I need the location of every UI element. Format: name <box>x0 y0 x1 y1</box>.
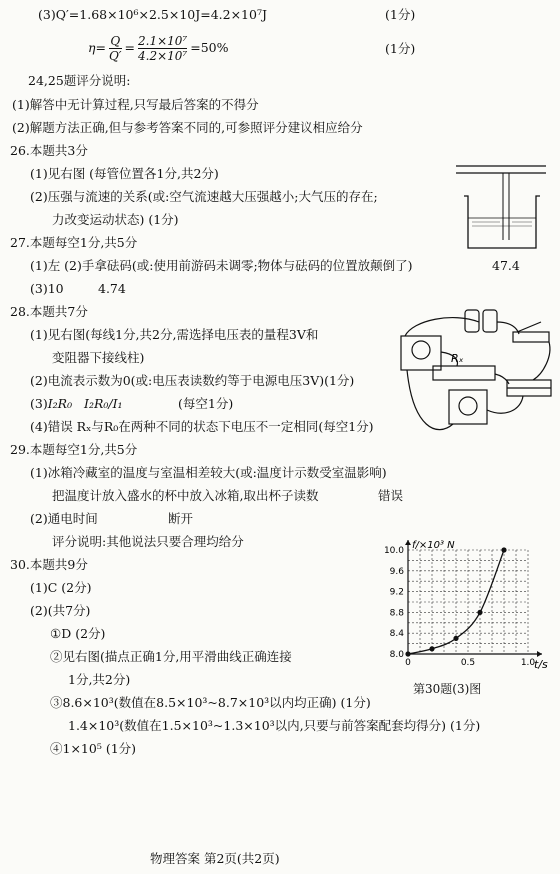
q26-answer-1: (1)见右图 (每管位置各1分,共2分) <box>30 166 219 181</box>
q30-answer-1: (1)C (2分) <box>30 580 92 595</box>
circuit-figure <box>393 300 555 442</box>
page-footer: 物理答案 第2页(共2页) <box>150 851 280 866</box>
q29-answer-2-value: 断开 <box>168 511 194 526</box>
resistor-rx <box>433 366 495 380</box>
q26-answer-2b: 力改变运动状态) (1分) <box>52 212 179 227</box>
data-point <box>429 646 434 651</box>
q23-eq1: (3)Q′=1.68×10⁶×2.5×10J=4.2×10⁷J <box>38 7 267 22</box>
chart-caption: 第30题(3)图 <box>413 682 482 696</box>
q26-title: 26.本题共3分 <box>10 143 88 158</box>
q29-answer-1b: 把温度计放入盛水的杯中放入冰箱,取出杯子读数 <box>52 488 319 503</box>
fraction-values: $\frac{\text{2.1×10⁷}}{\text{4.2×10⁷}}$ <box>138 34 188 63</box>
y-tick-label: 8.0 <box>389 650 404 660</box>
q28-answer-3-score: (每空1分) <box>178 396 234 411</box>
q30-sub-4: ④1×10⁵ (1分) <box>50 741 137 756</box>
q28-answer-2: (2)电流表示数为0(或:电压表读数约等于电源电压3V)(1分) <box>30 373 355 388</box>
q28-answer-1b: 变阻器下接线柱) <box>52 350 145 365</box>
y-axis-arrow <box>405 540 411 545</box>
x-tick-label: 0.5 <box>460 658 476 668</box>
q30-sub-1: ①D (2分) <box>50 626 106 641</box>
data-point <box>501 547 506 552</box>
q27-answer-1: (1)左 (2)手拿砝码(或:使用前游码未调零;物体与砝码的位置放颠倒了) <box>30 258 413 273</box>
q27-title: 27.本题每空1分,共5分 <box>10 235 138 250</box>
q26-answer-2: (2)压强与流速的关系(或:空气流速越大压强越小;大气压的存在; <box>30 189 378 204</box>
q27-answer-value-1: 47.4 <box>492 258 520 273</box>
x-axis-label: t/s <box>534 658 548 671</box>
y-axis-label: f/×10³ N <box>412 540 455 551</box>
q30-sub-3: ③8.6×10³(数值在8.5×10³~8.7×10³以内均正确) (1分) <box>50 695 371 710</box>
q28-answer-3: (3)I₂R₀ I₂R₀/I₁ <box>30 396 123 411</box>
q29-answer-1b-value: 错误 <box>378 488 404 503</box>
q27-answer-3: (3)10 <box>30 281 64 296</box>
beaker-tube-figure <box>450 160 550 256</box>
q27-answer-value-3: 4.74 <box>98 281 126 296</box>
x-axis-arrow <box>537 651 542 657</box>
x-tick-label: 0 <box>405 658 411 668</box>
data-point <box>405 651 410 656</box>
fraction-q-over-q-prime: $\frac{Q}{Q'}$ <box>108 34 122 63</box>
q23-eq1-score: (1分) <box>385 7 416 22</box>
q30-answer-2: (2)(共7分) <box>30 603 91 618</box>
q29-answer-2: (2)通电时间 <box>30 511 98 526</box>
notes-2425-2: (2)解题方法正确,但与参考答案不同的,可参照评分建议相应给分 <box>12 120 363 135</box>
eta-symbol: η= <box>88 40 106 55</box>
rx-label: Rₓ <box>451 352 464 365</box>
data-point <box>477 610 482 615</box>
x-tick-label: 1.0 <box>520 658 536 668</box>
q30-sub-2: ②见右图(描点正确1分,用平滑曲线正确连接 <box>50 649 292 664</box>
q30-graph <box>370 532 555 692</box>
data-point <box>453 636 458 641</box>
battery-2 <box>483 310 497 332</box>
q30-title: 30.本题共9分 <box>10 557 88 572</box>
y-tick-label: 8.4 <box>389 629 404 640</box>
notes-2425-title: 24,25题评分说明: <box>28 73 131 88</box>
q23-eq2-score: (1分) <box>385 41 416 56</box>
y-tick-label: 8.8 <box>389 608 404 619</box>
q28-answer-1: (1)见右图(每线1分,共2分,需选择电压表的量程3V和 <box>30 327 319 342</box>
q30-sub-3b: 1.4×10³(数值在1.5×10³~1.3×10³以内,只要与前答案配套均得分) (1分) <box>68 718 481 733</box>
y-tick-label: 9.2 <box>389 587 404 598</box>
notes-2425-1: (1)解答中无计算过程,只写最后答案的不得分 <box>12 97 259 112</box>
y-tick-label: 9.6 <box>389 566 404 577</box>
q29-eval-note: 评分说明:其他说法只要合理均给分 <box>52 534 244 549</box>
q28-title: 28.本题共7分 <box>10 304 88 319</box>
q29-answer-1: (1)冰箱冷藏室的温度与室温相差较大(或:温度计示数受室温影响) <box>30 465 387 480</box>
q28-answer-4: (4)错误 Rₓ与R₀在两种不同的状态下电压不一定相同(每空1分) <box>30 419 374 434</box>
voltmeter <box>449 390 487 424</box>
q23-eq2: η= $\frac{Q}{Q'}$ = $\frac{\text{2.1×10⁷}}{\text{4.2×10⁷}}$ =50% <box>88 34 229 63</box>
y-tick-label: 10.0 <box>383 546 404 556</box>
q30-sub-2b: 1分,共2分) <box>68 672 131 687</box>
q29-title: 29.本题每空1分,共5分 <box>10 442 138 457</box>
